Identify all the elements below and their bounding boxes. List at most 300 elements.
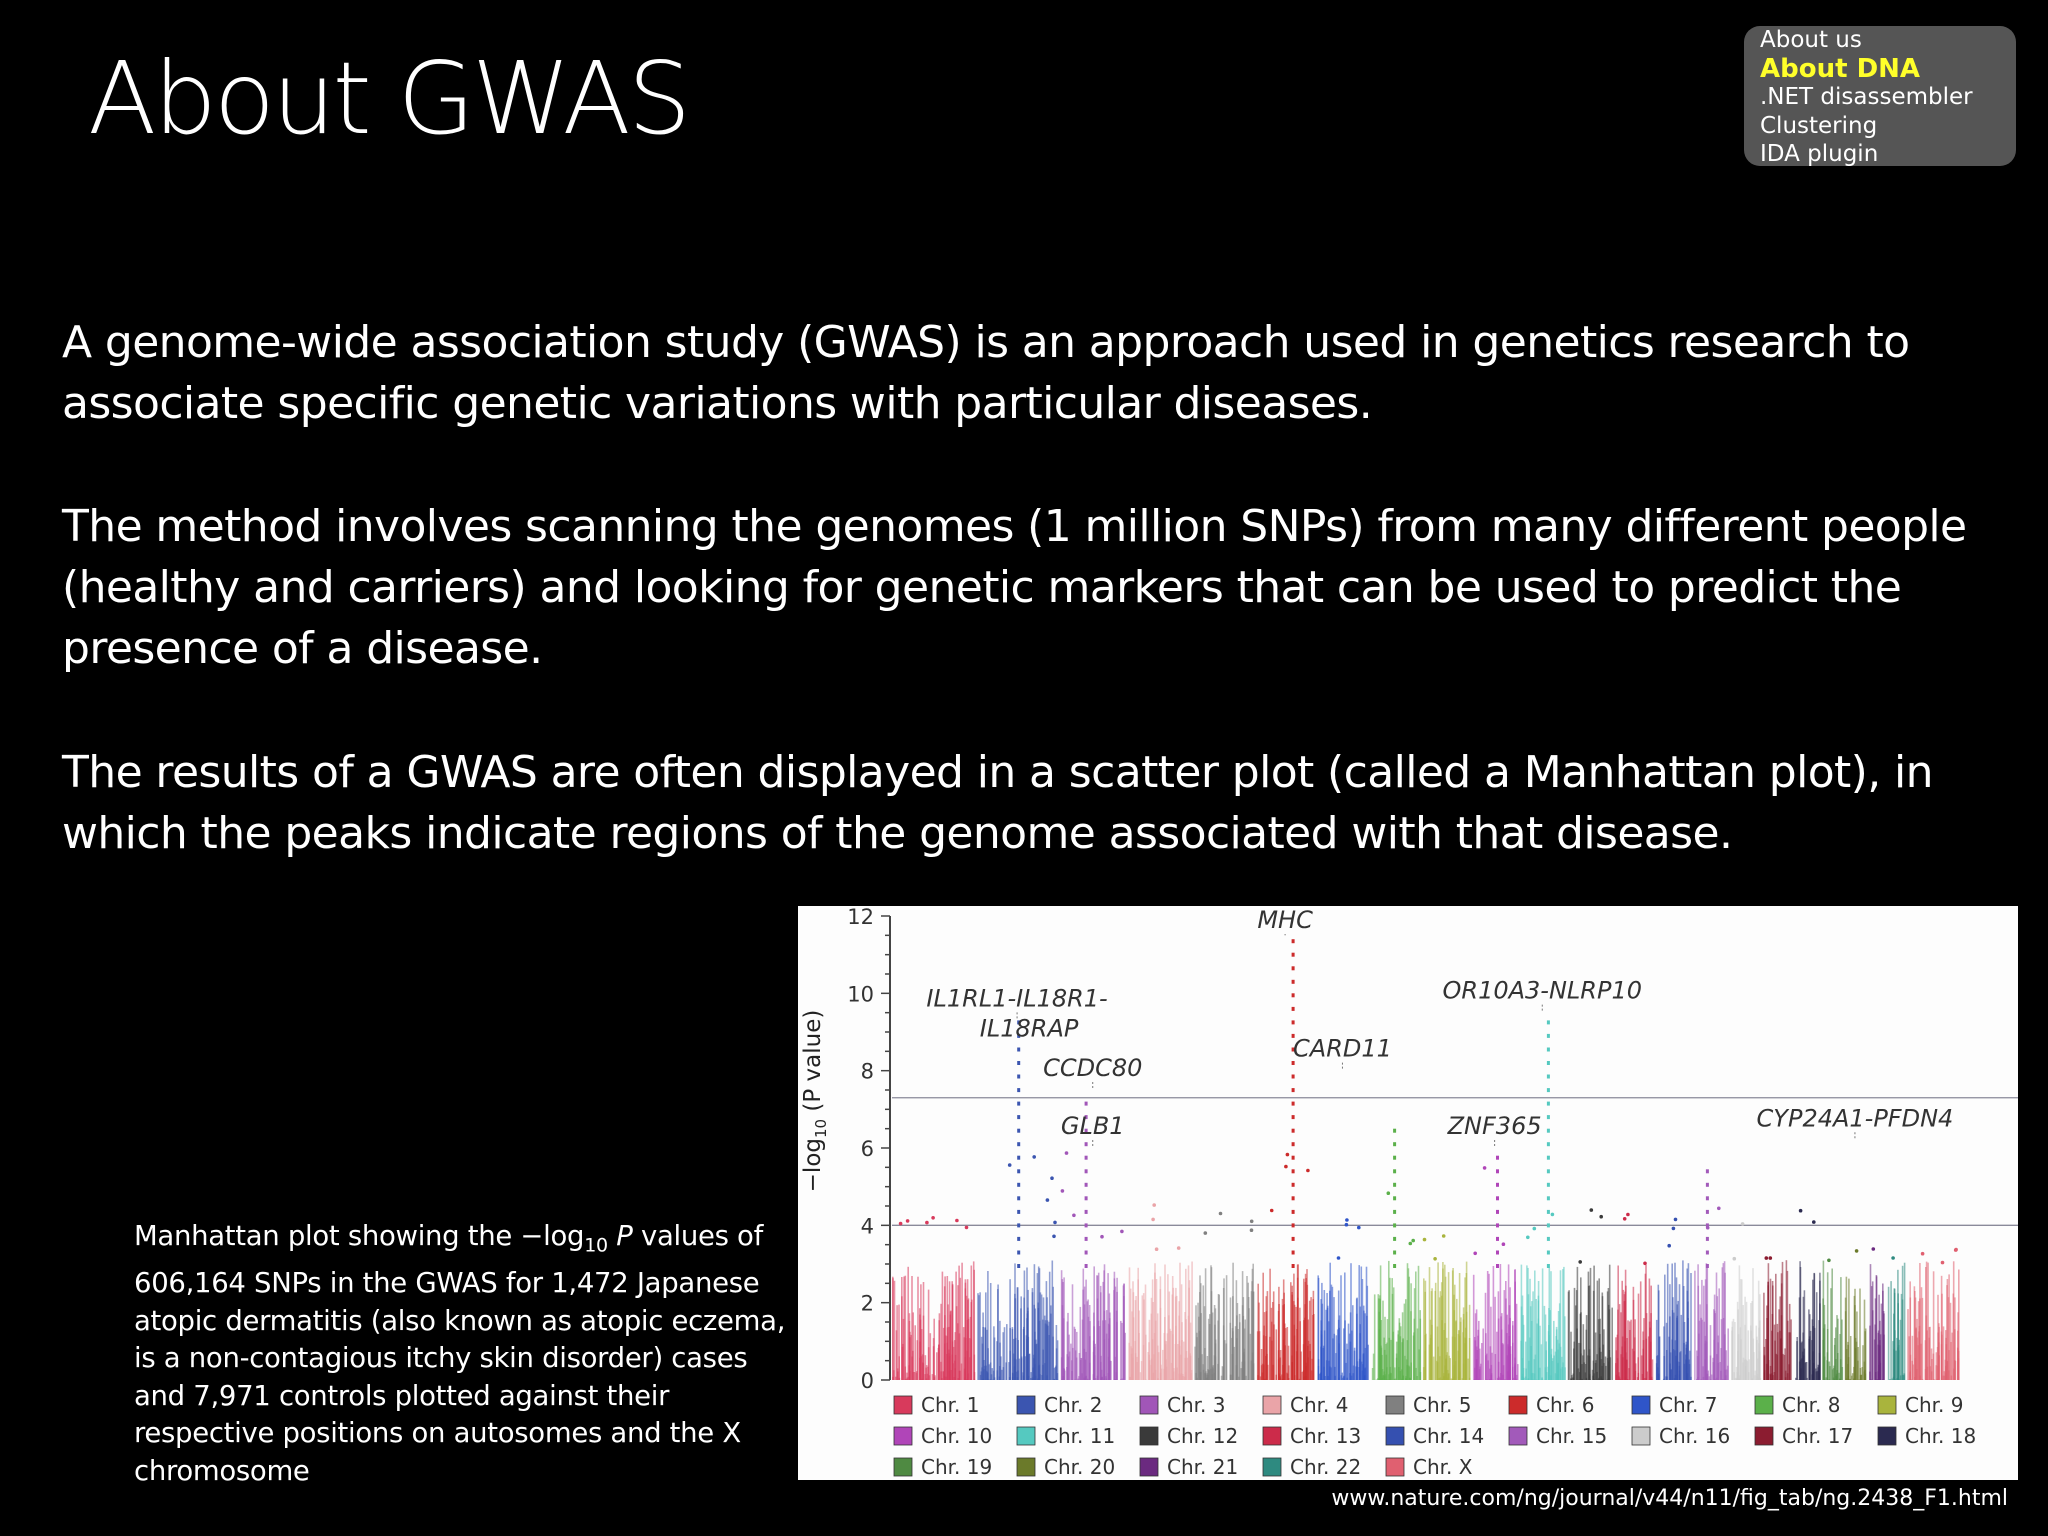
chr-band-mark: [1414, 1288, 1416, 1380]
chr-band-mark: [936, 1352, 938, 1380]
peak-point: [1547, 1264, 1550, 1268]
chr-band-mark: [1560, 1369, 1562, 1380]
peak-point: [1292, 1210, 1295, 1214]
snp-point: [1526, 1236, 1530, 1240]
gene-annotation-label: CYP24A1-PFDN4: [1756, 1104, 1954, 1133]
legend-label: Chr. 7: [1659, 1393, 1718, 1417]
legend-label: Chr. 18: [1905, 1424, 1977, 1448]
chr-band-mark: [1129, 1267, 1131, 1380]
chr-band-mark: [1806, 1362, 1808, 1380]
nav-menu: [1744, 26, 2016, 166]
chr-band-mark: [1892, 1341, 1894, 1380]
legend-swatch: [1140, 1458, 1158, 1476]
chr-band-mark: [1379, 1380, 1381, 1381]
chr-band-mark: [1067, 1322, 1069, 1381]
chr-band-mark: [1516, 1304, 1518, 1380]
chr-band-mark: [1093, 1326, 1095, 1380]
chr-band-mark: [1688, 1360, 1690, 1381]
chr-band-mark: [1440, 1291, 1442, 1380]
peak-point: [1085, 1169, 1088, 1173]
snp-point: [1065, 1151, 1069, 1155]
chr-band-mark: [1478, 1321, 1480, 1380]
snp-point: [1812, 1220, 1816, 1224]
chr-band-mark: [1546, 1372, 1548, 1380]
chr-band-mark: [1230, 1375, 1232, 1380]
chr-band-mark: [1607, 1358, 1609, 1380]
peak-point: [1547, 1075, 1550, 1079]
chr-band-mark: [1643, 1318, 1645, 1380]
snp-point: [1052, 1235, 1056, 1239]
chr-band-mark: [1656, 1356, 1658, 1380]
chr-band-mark: [1042, 1320, 1044, 1380]
peak-point: [1496, 1264, 1499, 1268]
chr-band-mark: [1910, 1298, 1912, 1381]
chr-band-mark: [1927, 1263, 1929, 1380]
chr-band-mark: [967, 1300, 969, 1380]
chr-band-mark: [1751, 1331, 1753, 1380]
chr-band-mark: [1283, 1340, 1285, 1380]
chr-band-mark: [1817, 1371, 1819, 1380]
peak-point: [1085, 1223, 1088, 1227]
chr-band-mark: [1774, 1325, 1776, 1380]
peak-point: [1017, 1075, 1020, 1079]
snp-point: [1799, 1209, 1803, 1213]
peak-point: [1547, 1088, 1550, 1092]
chr-band-mark: [1714, 1311, 1716, 1380]
chr-band-mark: [1496, 1332, 1498, 1380]
peak-point: [1292, 1237, 1295, 1241]
chr-band-mark: [1876, 1275, 1878, 1380]
chr-band-mark: [1418, 1266, 1420, 1380]
chr-band-mark: [1774, 1372, 1776, 1380]
chr-band-mark: [1570, 1378, 1572, 1380]
gene-annotation-label: CCDC80: [1043, 1054, 1143, 1082]
chr-band-mark: [1213, 1365, 1215, 1380]
snp-point: [1345, 1223, 1349, 1227]
chr-band-mark: [1600, 1376, 1602, 1380]
legend-label: Chr. 10: [921, 1424, 993, 1448]
chr-band-mark: [1357, 1361, 1359, 1380]
chr-band-mark: [933, 1346, 935, 1380]
peak-point: [1547, 1142, 1550, 1146]
snp-point: [1204, 1231, 1208, 1235]
chr-band-mark: [1840, 1277, 1842, 1380]
chr-band-mark: [1082, 1320, 1084, 1380]
chr-band-mark: [966, 1296, 968, 1380]
chr-band-mark: [1611, 1308, 1613, 1380]
chr-band-mark: [1135, 1300, 1137, 1380]
chr-band-mark: [1046, 1324, 1048, 1380]
chr-band-mark: [992, 1368, 994, 1380]
chr-band-mark: [1902, 1300, 1904, 1381]
legend-swatch: [1263, 1458, 1281, 1476]
chr-band-mark: [940, 1304, 942, 1380]
chr-band-mark: [1936, 1352, 1938, 1380]
chr-band-mark: [1811, 1340, 1813, 1380]
chr-band-mark: [1452, 1268, 1454, 1380]
chr-band-mark: [1539, 1326, 1541, 1380]
snp-point: [1152, 1203, 1156, 1207]
chr-band-mark: [1069, 1352, 1071, 1381]
chr-band-mark: [1160, 1379, 1162, 1380]
chr-band-mark: [1815, 1369, 1817, 1381]
page-title: About GWAS: [88, 40, 689, 157]
chr-band-mark: [941, 1378, 943, 1380]
chr-band-mark: [1477, 1350, 1479, 1380]
peak-point: [1547, 1223, 1550, 1227]
snp-point: [1046, 1198, 1050, 1202]
chr-band-mark: [1388, 1261, 1390, 1380]
chr-band-mark: [1676, 1304, 1678, 1380]
chr-band-mark: [1592, 1370, 1594, 1380]
chr-band-mark: [906, 1378, 908, 1381]
chr-band-mark: [1097, 1276, 1099, 1381]
chr-band-mark: [1009, 1328, 1011, 1380]
chr-band-mark: [974, 1379, 976, 1380]
chr-band-mark: [1837, 1353, 1839, 1380]
chr-band-mark: [1012, 1377, 1014, 1380]
chr-band-mark: [1738, 1334, 1740, 1380]
chr-band-mark: [1423, 1379, 1425, 1380]
snp-point: [1284, 1165, 1288, 1169]
chr-band-mark: [1497, 1378, 1499, 1380]
chr-band-mark: [1400, 1326, 1402, 1380]
chr-band-mark: [1521, 1307, 1523, 1381]
chr-band-mark: [892, 1377, 894, 1380]
chr-band-mark: [1872, 1310, 1874, 1380]
chr-band-mark: [1203, 1370, 1205, 1380]
chr-band-mark: [1593, 1266, 1595, 1380]
chr-band-mark: [1131, 1311, 1133, 1380]
peak-point: [1292, 980, 1295, 984]
peak-point: [1017, 1169, 1020, 1173]
chr-band-mark: [924, 1374, 926, 1380]
y-tick-label: 0: [860, 1369, 874, 1393]
snp-point: [1409, 1242, 1413, 1246]
legend-swatch: [894, 1396, 912, 1414]
chr-band-mark: [1217, 1364, 1219, 1380]
chr-band-mark: [1698, 1286, 1700, 1380]
peak-point: [1393, 1156, 1396, 1160]
chr-band-mark: [1423, 1278, 1425, 1380]
peak-point: [1393, 1183, 1396, 1187]
snp-point: [1643, 1262, 1647, 1266]
peak-point: [1085, 1102, 1088, 1106]
chr-band-mark: [1541, 1344, 1543, 1380]
chr-band-mark: [1549, 1268, 1551, 1380]
chr-band-mark: [1188, 1288, 1190, 1380]
chr-band-mark: [909, 1371, 911, 1380]
peak-point: [1292, 1223, 1295, 1227]
chr-band-mark: [1869, 1372, 1871, 1380]
chr-band-mark: [1121, 1323, 1123, 1380]
snp-point: [1672, 1227, 1676, 1231]
chr-band-mark: [1343, 1328, 1345, 1380]
snp-point: [1100, 1235, 1104, 1239]
peak-point: [1393, 1129, 1396, 1133]
chr-band-mark: [1332, 1338, 1334, 1380]
peak-point: [1496, 1169, 1499, 1173]
legend-swatch: [894, 1458, 912, 1476]
legend-swatch: [1755, 1427, 1773, 1445]
chr-band-mark: [1596, 1354, 1598, 1380]
chr-band-mark: [1166, 1367, 1168, 1380]
chr-band-mark: [1032, 1288, 1034, 1380]
chr-band-mark: [1570, 1332, 1572, 1380]
legend-swatch: [1755, 1396, 1773, 1414]
chr-band-mark: [1136, 1362, 1138, 1380]
nav-item-about-us[interactable]: About us: [1760, 27, 1862, 53]
chr-band-mark: [1557, 1374, 1559, 1380]
peak-point: [1017, 1048, 1020, 1052]
chr-band-mark: [1926, 1262, 1928, 1380]
chr-band-mark: [1922, 1298, 1924, 1380]
legend-label: Chr. 6: [1536, 1393, 1595, 1417]
legend-label: Chr. 12: [1167, 1424, 1239, 1448]
chr-band-mark: [1707, 1267, 1709, 1380]
peak-point: [1496, 1210, 1499, 1214]
chr-band-mark: [1649, 1328, 1651, 1380]
snp-point: [1941, 1261, 1945, 1265]
chr-band-mark: [1420, 1319, 1422, 1380]
chr-band-mark: [1224, 1340, 1226, 1380]
chr-band-mark: [1437, 1362, 1439, 1380]
chr-band-mark: [1198, 1317, 1200, 1380]
chr-band-mark: [1147, 1352, 1149, 1380]
chr-band-mark: [1599, 1348, 1601, 1380]
chr-band-mark: [1469, 1338, 1471, 1380]
legend-label: Chr. 20: [1044, 1455, 1116, 1479]
snp-point: [1578, 1260, 1582, 1264]
snp-point: [1423, 1238, 1427, 1242]
chr-band-mark: [947, 1327, 949, 1380]
legend-swatch: [1140, 1427, 1158, 1445]
chr-band-mark: [1912, 1336, 1914, 1380]
chr-band-mark: [1287, 1327, 1289, 1380]
chr-band-mark: [1933, 1354, 1935, 1380]
peak-point: [1017, 1210, 1020, 1214]
chr-band-mark: [1819, 1281, 1821, 1380]
chr-band-mark: [1870, 1264, 1872, 1380]
chr-band-mark: [1879, 1370, 1881, 1380]
chr-band-mark: [1465, 1338, 1467, 1380]
legend-label: Chr. 14: [1413, 1424, 1485, 1448]
chr-band-mark: [964, 1378, 966, 1381]
legend-swatch: [1509, 1427, 1527, 1445]
peak-point: [1496, 1196, 1499, 1200]
chr-band-mark: [1909, 1372, 1911, 1380]
peak-point: [1292, 1020, 1295, 1024]
chr-band-mark: [1847, 1342, 1849, 1380]
chr-band-mark: [1435, 1283, 1437, 1380]
chr-band-mark: [1726, 1350, 1728, 1380]
peak-point: [1292, 1264, 1295, 1268]
paragraph-gwas-results: The results of a GWAS are often displayed in a scatter plot (called a Manhattan plot), in which the peaks indicate regions of the genome associated with that disease.: [62, 747, 1933, 859]
chr-band-mark: [1396, 1358, 1398, 1380]
chr-band-mark: [1349, 1373, 1351, 1380]
chr-band-mark: [966, 1379, 968, 1380]
chr-band-mark: [1329, 1291, 1331, 1380]
chr-band-mark: [1429, 1345, 1431, 1380]
nav-item-about-dna[interactable]: About DNA: [1760, 53, 1921, 84]
chr-band-mark: [1552, 1358, 1554, 1380]
chr-band-mark: [917, 1277, 919, 1380]
chr-band-mark: [1331, 1285, 1333, 1380]
chr-band-mark: [1674, 1350, 1676, 1380]
chr-band-mark: [1720, 1371, 1722, 1380]
chr-band-mark: [1938, 1323, 1940, 1380]
chr-band-mark: [1488, 1274, 1490, 1380]
chr-band-mark: [978, 1295, 980, 1380]
chr-band-mark: [1512, 1367, 1514, 1380]
nav-item-net-disassembler[interactable]: .NET disassembler: [1760, 84, 1973, 110]
chr-band-mark: [1034, 1309, 1036, 1381]
chr-band-mark: [901, 1277, 903, 1380]
nav-item-ida-plugin[interactable]: IDA plugin: [1760, 141, 1879, 167]
chr-band-mark: [1669, 1316, 1671, 1380]
chr-band-mark: [1701, 1320, 1703, 1380]
snp-point: [1286, 1153, 1290, 1157]
peak-point: [1706, 1264, 1709, 1268]
snp-point: [1921, 1252, 1925, 1256]
chr-band-mark: [1574, 1288, 1576, 1380]
chr-band-mark: [1075, 1350, 1077, 1380]
peak-point: [1292, 1183, 1295, 1187]
gene-annotation-label: IL1RL1-IL18R1-: [926, 984, 1108, 1013]
chr-band-mark: [1359, 1333, 1361, 1380]
chr-band-mark: [1722, 1379, 1724, 1380]
snp-point: [1551, 1213, 1555, 1217]
chr-band-mark: [1915, 1298, 1917, 1381]
chr-band-mark: [1271, 1308, 1273, 1380]
y-tick-label: 6: [860, 1137, 874, 1161]
legend-swatch: [1632, 1396, 1650, 1414]
chr-band-mark: [1269, 1337, 1271, 1380]
source-link[interactable]: www.nature.com/ng/journal/v44/n11/fig_tab/ng.2438_F1.html: [1331, 1486, 2008, 1511]
chr-band-mark: [1890, 1281, 1892, 1380]
chr-band-mark: [1291, 1356, 1293, 1381]
chr-band-mark: [1257, 1375, 1259, 1380]
gene-annotation-label: ZNF365: [1447, 1112, 1542, 1140]
chr-band-mark: [1278, 1350, 1280, 1380]
chr-band-mark: [1353, 1373, 1355, 1380]
peak-point: [1292, 1156, 1295, 1160]
chr-band-mark: [1261, 1365, 1263, 1380]
snp-point: [1769, 1256, 1773, 1260]
chr-band-mark: [1155, 1370, 1157, 1380]
chr-band-mark: [1710, 1356, 1712, 1381]
snp-point: [1733, 1257, 1737, 1261]
chr-band-mark: [1767, 1282, 1769, 1380]
chr-band-mark: [1181, 1322, 1183, 1380]
peak-point: [1393, 1223, 1396, 1227]
chr-band-mark: [1743, 1358, 1745, 1380]
peak-point: [1706, 1183, 1709, 1187]
peak-point: [1292, 1075, 1295, 1079]
snp-point: [1050, 1176, 1054, 1180]
chr-band-mark: [1209, 1314, 1211, 1380]
snp-point: [1072, 1214, 1076, 1218]
chr-band-mark: [1555, 1336, 1557, 1380]
chr-band-mark: [1021, 1357, 1023, 1381]
nav-item-clustering[interactable]: Clustering: [1760, 112, 1878, 139]
peak-point: [1292, 1115, 1295, 1119]
chr-band-mark: [1635, 1363, 1637, 1380]
chr-band-mark: [1236, 1280, 1238, 1380]
peak-point: [1085, 1210, 1088, 1214]
chr-band-mark: [1100, 1286, 1102, 1380]
chr-band-mark: [1394, 1367, 1396, 1380]
chr-band-mark: [1481, 1343, 1483, 1380]
snp-point: [1473, 1252, 1477, 1256]
chr-band-mark: [1351, 1331, 1353, 1380]
chr-band-mark: [1859, 1289, 1861, 1381]
caption-p: P: [616, 1220, 633, 1252]
legend-label: Chr. 15: [1536, 1424, 1608, 1448]
peak-point: [1547, 1237, 1550, 1241]
chr-band-mark: [949, 1356, 951, 1380]
snp-point: [1155, 1247, 1159, 1251]
snp-point: [1250, 1228, 1254, 1232]
peak-point: [1393, 1210, 1396, 1214]
chr-band-mark: [1410, 1283, 1412, 1380]
chr-band-mark: [1433, 1357, 1435, 1380]
chr-band-mark: [1485, 1355, 1487, 1380]
chr-band-mark: [1941, 1276, 1943, 1380]
chr-band-mark: [1052, 1261, 1054, 1381]
snp-point: [1032, 1155, 1036, 1159]
chr-band-mark: [1295, 1307, 1297, 1380]
chr-band-mark: [1420, 1372, 1422, 1380]
chr-band-mark: [1700, 1379, 1702, 1380]
chr-band-mark: [1057, 1340, 1059, 1380]
chr-band-mark: [1888, 1287, 1890, 1380]
chr-band-mark: [1946, 1285, 1948, 1380]
snp-point: [906, 1219, 910, 1223]
chr-band-mark: [1114, 1278, 1116, 1380]
snp-point: [1433, 1257, 1437, 1261]
chr-band-mark: [1842, 1367, 1844, 1380]
chr-band-mark: [1603, 1345, 1605, 1380]
peak-point: [1496, 1223, 1499, 1227]
chr-band-mark: [1176, 1296, 1178, 1380]
chr-band-mark: [1666, 1350, 1668, 1380]
chr-band-mark: [1211, 1291, 1213, 1380]
legend-swatch: [1263, 1427, 1281, 1445]
chr-band-mark: [1318, 1278, 1320, 1380]
chr-band-mark: [1686, 1269, 1688, 1381]
peak-point: [1547, 1169, 1550, 1173]
chr-band-mark: [1498, 1362, 1500, 1380]
chr-band-mark: [1039, 1321, 1041, 1380]
gene-annotation-label: IL18RAP: [979, 1014, 1079, 1043]
chr-band-mark: [1392, 1294, 1394, 1380]
chr-band-mark: [1931, 1371, 1933, 1380]
chr-band-mark: [1164, 1341, 1166, 1380]
chr-band-mark: [1475, 1340, 1477, 1380]
peak-point: [1292, 1088, 1295, 1092]
chr-band-mark: [1194, 1347, 1196, 1380]
snp-point: [955, 1219, 959, 1223]
chr-band-mark: [899, 1378, 901, 1380]
chr-band-mark: [1423, 1367, 1425, 1380]
snp-point: [1827, 1259, 1831, 1263]
snp-point: [1250, 1220, 1254, 1224]
chr-band-mark: [1251, 1361, 1253, 1381]
chr-band-mark: [1755, 1371, 1757, 1380]
chr-band-mark: [1425, 1281, 1427, 1380]
chr-band-mark: [1652, 1359, 1654, 1380]
